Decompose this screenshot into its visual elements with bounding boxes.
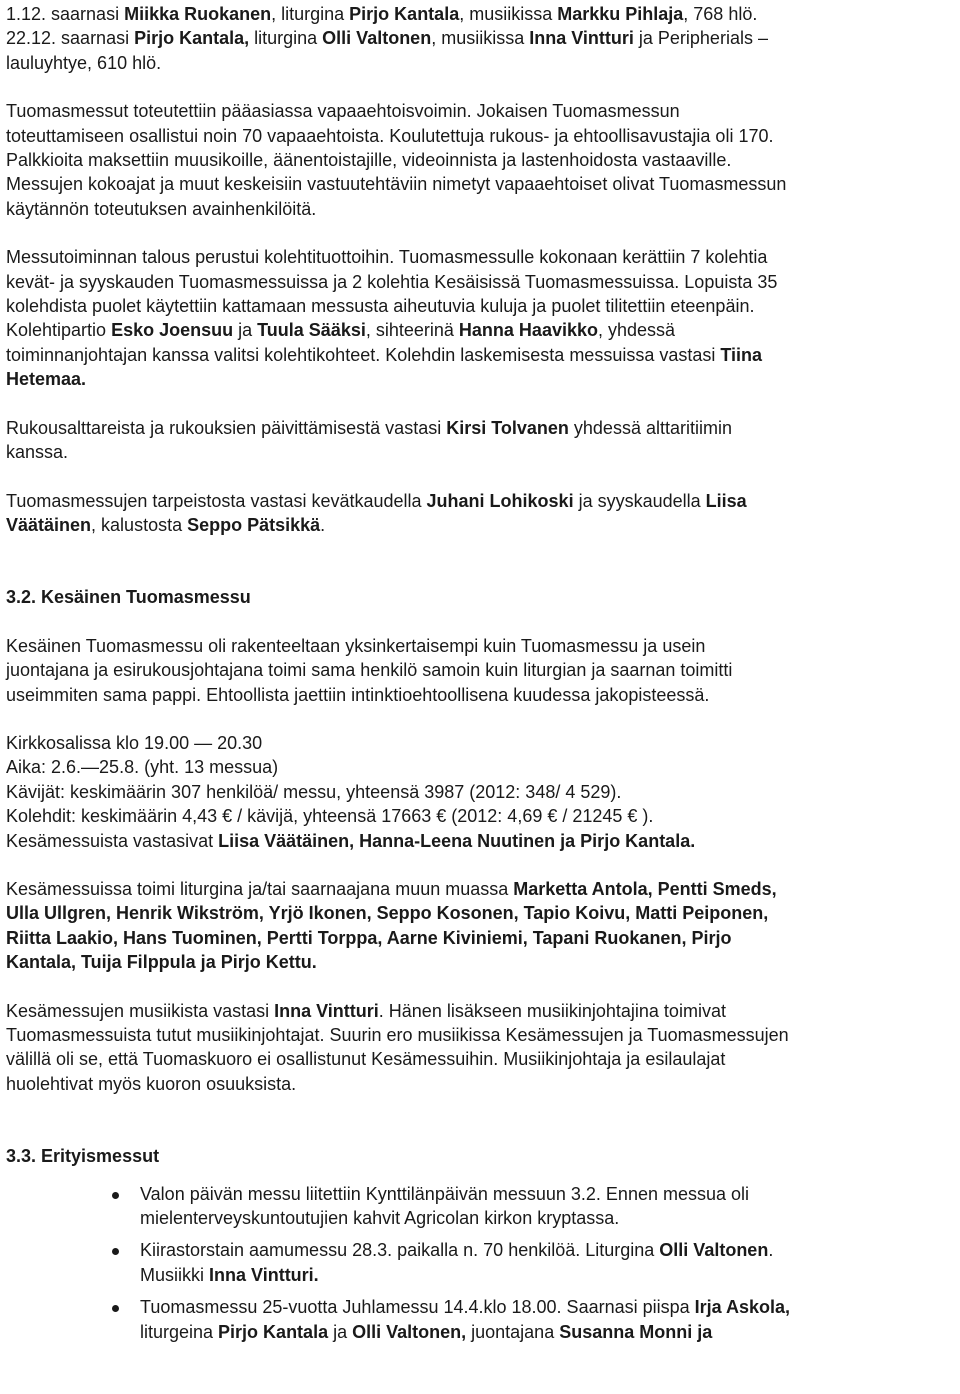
text-run: Kolehtipartio: [6, 320, 112, 341]
text-run: Tuomasmessujen tarpeistosta vastasi kevätkaudella: [6, 490, 427, 511]
paragraph-line: [6, 926, 954, 950]
name-bold: Riitta Laakio, Hans Tuominen, Pertti Torppa, Aarne Kiviniemi, Tapani Ruokanen, Pirjo: [6, 927, 732, 948]
paragraph-line: [6, 877, 954, 901]
name-bold: Tuula Sääksi: [257, 320, 366, 341]
text-run: 22.12. saarnasi: [6, 28, 135, 49]
bullet-icon: [112, 1248, 119, 1255]
list-item-line: [140, 1295, 954, 1319]
name-bold: Väätäinen: [6, 514, 92, 535]
music-paragraph: [6, 999, 954, 1097]
text-run: .: [768, 1240, 774, 1261]
fact-line: [6, 829, 954, 853]
list-item-line: [140, 1238, 954, 1262]
name-bold: Liisa Väätäinen, Hanna-Leena Nuutinen ja Pirjo Kantala.: [218, 830, 696, 851]
section-heading-3-3: 3.3. Erityismessut: [6, 1146, 160, 1167]
service-line-22-12: [6, 26, 954, 50]
paragraph-line: [6, 950, 954, 974]
name-bold: Tiina: [720, 344, 763, 365]
text-run: , liturgina: [271, 4, 350, 24]
name-bold: Hanna Haavikko: [458, 320, 598, 341]
paragraph-line: Messutoiminnan talous perustui kolehtituottoihin. Tuomasmessulle kokonaan kerättiin 7 kolehtia: [6, 247, 768, 268]
text-run: liturgina: [249, 28, 323, 49]
text-run: ja syyskaudella: [573, 490, 706, 511]
list-item-line: Valon päivän messu liitettiin Kynttilänpäivän messuun 3.2. Ennen messua oli: [140, 1183, 750, 1204]
name-bold: Marketta Antola, Pentti Smeds,: [513, 878, 777, 899]
text-run: juontajana: [466, 1321, 560, 1342]
paragraph-line: [6, 318, 954, 342]
text-run: . Hänen lisäkseen musiikinjohtajina toimivat: [378, 1000, 726, 1021]
paragraph-line: juontajana ja esirukousjohtajana toimi sama henkilö samoin kuin liturgian ja saarnan toimitti: [6, 660, 733, 681]
section-heading-3-2: 3.2. Kesäinen Tuomasmessu: [6, 587, 251, 608]
text-run: Kiirastorstain aamumessu 28.3. paikalla n. 70 henkilöä. Liturgina: [140, 1240, 660, 1261]
name-bold: Markku Pihlaja: [557, 4, 684, 24]
name-bold: Pirjo Kantala,: [134, 28, 250, 49]
text-run: Kesämessujen musiikista vastasi: [6, 1000, 275, 1021]
paragraph-line: [6, 513, 954, 537]
name-bold: Pirjo Kantala: [218, 1321, 329, 1342]
name-bold: Miikka Ruokanen: [124, 4, 272, 24]
name-bold: Liisa: [705, 490, 747, 511]
paragraph-line: käytännön toteutuksen avainhenkilöitä.: [6, 198, 317, 219]
text-run: Tuomasmessu 25-vuotta Juhlamessu 14.4.klo 18.00. Saarnasi piispa: [140, 1297, 695, 1318]
name-bold: Olli Valtonen,: [352, 1321, 467, 1342]
name-bold: Inna Vintturi: [274, 1000, 379, 1021]
name-bold: Kirsi Tolvanen: [446, 417, 569, 438]
name-bold: Inna Vintturi: [529, 28, 634, 49]
name-bold: Esko Joensuu: [111, 320, 234, 341]
name-bold: Olli Valtonen: [659, 1240, 769, 1261]
text-run: , yhdessä: [597, 320, 676, 341]
bullet-icon: [112, 1305, 119, 1312]
summer-mass-facts: [6, 731, 954, 853]
paragraph-line: useimmiten sama pappi. Ehtoollista jaettiin intinktioehtoollisena kuudessa jakopisteessä.: [6, 684, 710, 705]
service-line-continuation: lauluyhtye, 610 hlö.: [6, 52, 162, 73]
paragraph-line: [6, 901, 954, 925]
name-bold: Seppo Pätsikkä: [187, 514, 321, 535]
name-bold: Pirjo Kantala: [349, 4, 460, 24]
fact-line: Aika: 2.6.—25.8. (yht. 13 messua): [6, 757, 279, 778]
paragraph-line: Tuomasmessuista tutut musiikinjohtajat. Suurin ero musiikissa Kesämessujen ja Tuomasmessujen: [6, 1025, 789, 1045]
paragraph-line: Messujen kokoajat ja muut keskeisiin vastuutehtäviin nimetyt vapaaehtoiset olivat Tuomasmessun: [6, 174, 787, 195]
list-item-line: mielenterveyskuntoutujien kahvit Agricolan kirkon kryptassa.: [140, 1208, 620, 1229]
paragraph-line: [6, 416, 954, 440]
paragraph-line: [6, 367, 954, 391]
text-run: Kesämessuissa toimi liturgina ja/tai saarnaajana muun muassa: [6, 878, 514, 899]
paragraph-line: [6, 343, 954, 367]
text-run: yhdessä alttaritiimin: [568, 417, 732, 438]
paragraph-line: Palkkioita maksettiin muusikoille, äänentoistajille, videoinnista ja lastenhoidosta vastaaville.: [6, 150, 732, 171]
service-line-1-12: [6, 2, 954, 26]
paragraph-line: [6, 489, 954, 513]
fact-line: Kävijät: keskimäärin 307 henkilöä/ messu, yhteensä 3987 (2012: 348/ 4 529).: [6, 781, 622, 802]
text-run: liturgeina: [140, 1321, 219, 1342]
name-bold: Susanna Monni ja: [559, 1321, 713, 1342]
name-bold: Kantala, Tuija Filppula ja Pirjo Kettu.: [6, 952, 317, 973]
list-item-line: [140, 1320, 954, 1344]
paragraph-line: välillä oli se, että Tuomaskuoro ei osallistunut Kesämessuihin. Musiikinjohtaja ja esilaulajat: [6, 1049, 726, 1070]
text-run: ja Peripherials –: [633, 28, 768, 49]
list-item-line: [140, 1263, 954, 1287]
text-run: , sihteerinä: [365, 320, 459, 341]
special-masses-list: [6, 1182, 954, 1344]
volunteers-paragraph: [6, 99, 954, 221]
list-item: [6, 1182, 954, 1231]
text-run: ja: [328, 1321, 353, 1342]
text-run: , 768 hlö.: [683, 4, 758, 24]
paragraph-line: [6, 999, 954, 1023]
text-run: , musiikissa: [459, 4, 558, 24]
text-run: Kesämessuista vastasivat: [6, 830, 219, 851]
paragraph-line: kolehdista puolet käytettiin kattamaan messusta aiheutuvia kuluja ja puolet tilitettiin eteenpäin.: [6, 296, 755, 317]
text-run: .: [320, 514, 326, 535]
prayer-paragraph: [6, 416, 954, 465]
paragraph-line: kevät- ja syyskauden Tuomasmessuissa ja 2 kolehtia Kesäisissä Tuomasmessuissa. Lopuista 35: [6, 271, 778, 292]
text-run: , musiikissa: [431, 28, 530, 49]
paragraph-line: huolehtivat myös kuoron osuuksista.: [6, 1073, 297, 1094]
name-bold: Inna Vintturi.: [209, 1264, 319, 1285]
liturgists-paragraph: [6, 877, 954, 975]
name-bold: Hetemaa.: [6, 369, 87, 390]
summer-mass-paragraph: [6, 634, 954, 707]
finance-paragraph: [6, 245, 954, 391]
bullet-icon: [112, 1192, 119, 1199]
paragraph-line: Kesäinen Tuomasmessu oli rakenteeltaan yksinkertaisempi kuin Tuomasmessu ja usein: [6, 635, 706, 656]
text-run: Rukousalttareista ja rukouksien päivittämisestä vastasi: [6, 417, 447, 438]
supplies-paragraph: [6, 489, 954, 538]
name-bold: Olli Valtonen: [322, 28, 432, 49]
name-bold: Juhani Lohikoski: [426, 490, 574, 511]
name-bold: Irja Askola,: [694, 1297, 791, 1318]
paragraph-line: Tuomasmessut toteutettiin pääasiassa vapaaehtoisvoimin. Jokaisen Tuomasmessun: [6, 101, 680, 122]
fact-line: Kirkkosalissa klo 19.00 — 20.30: [6, 732, 263, 753]
list-item: [6, 1295, 954, 1344]
text-run: , kalustosta: [91, 514, 188, 535]
name-bold: Ulla Ullgren, Henrik Wikström, Yrjö Ikonen, Seppo Kosonen, Tapio Koivu, Matti Peiponen,: [6, 903, 769, 924]
service-list: [6, 2, 954, 75]
text-run: Musiikki: [140, 1264, 210, 1285]
list-item: [6, 1238, 954, 1287]
text-run: ja: [233, 320, 258, 341]
paragraph-line: toteuttamiseen osallistui noin 70 vapaaehtoista. Koulutettuja rukous- ja ehtoollisavustajia oli 170.: [6, 125, 774, 146]
text-run: 1.12. saarnasi: [6, 4, 125, 24]
fact-line: Kolehdit: keskimäärin 4,43 € / kävijä, yhteensä 17663 € (2012: 4,69 € / 21245 € ).: [6, 806, 654, 827]
paragraph-line: kanssa.: [6, 442, 69, 463]
text-run: toiminnanjohtajan kanssa valitsi kolehtikohteet. Kolehdin laskemisesta messuissa vastasi: [6, 344, 721, 365]
